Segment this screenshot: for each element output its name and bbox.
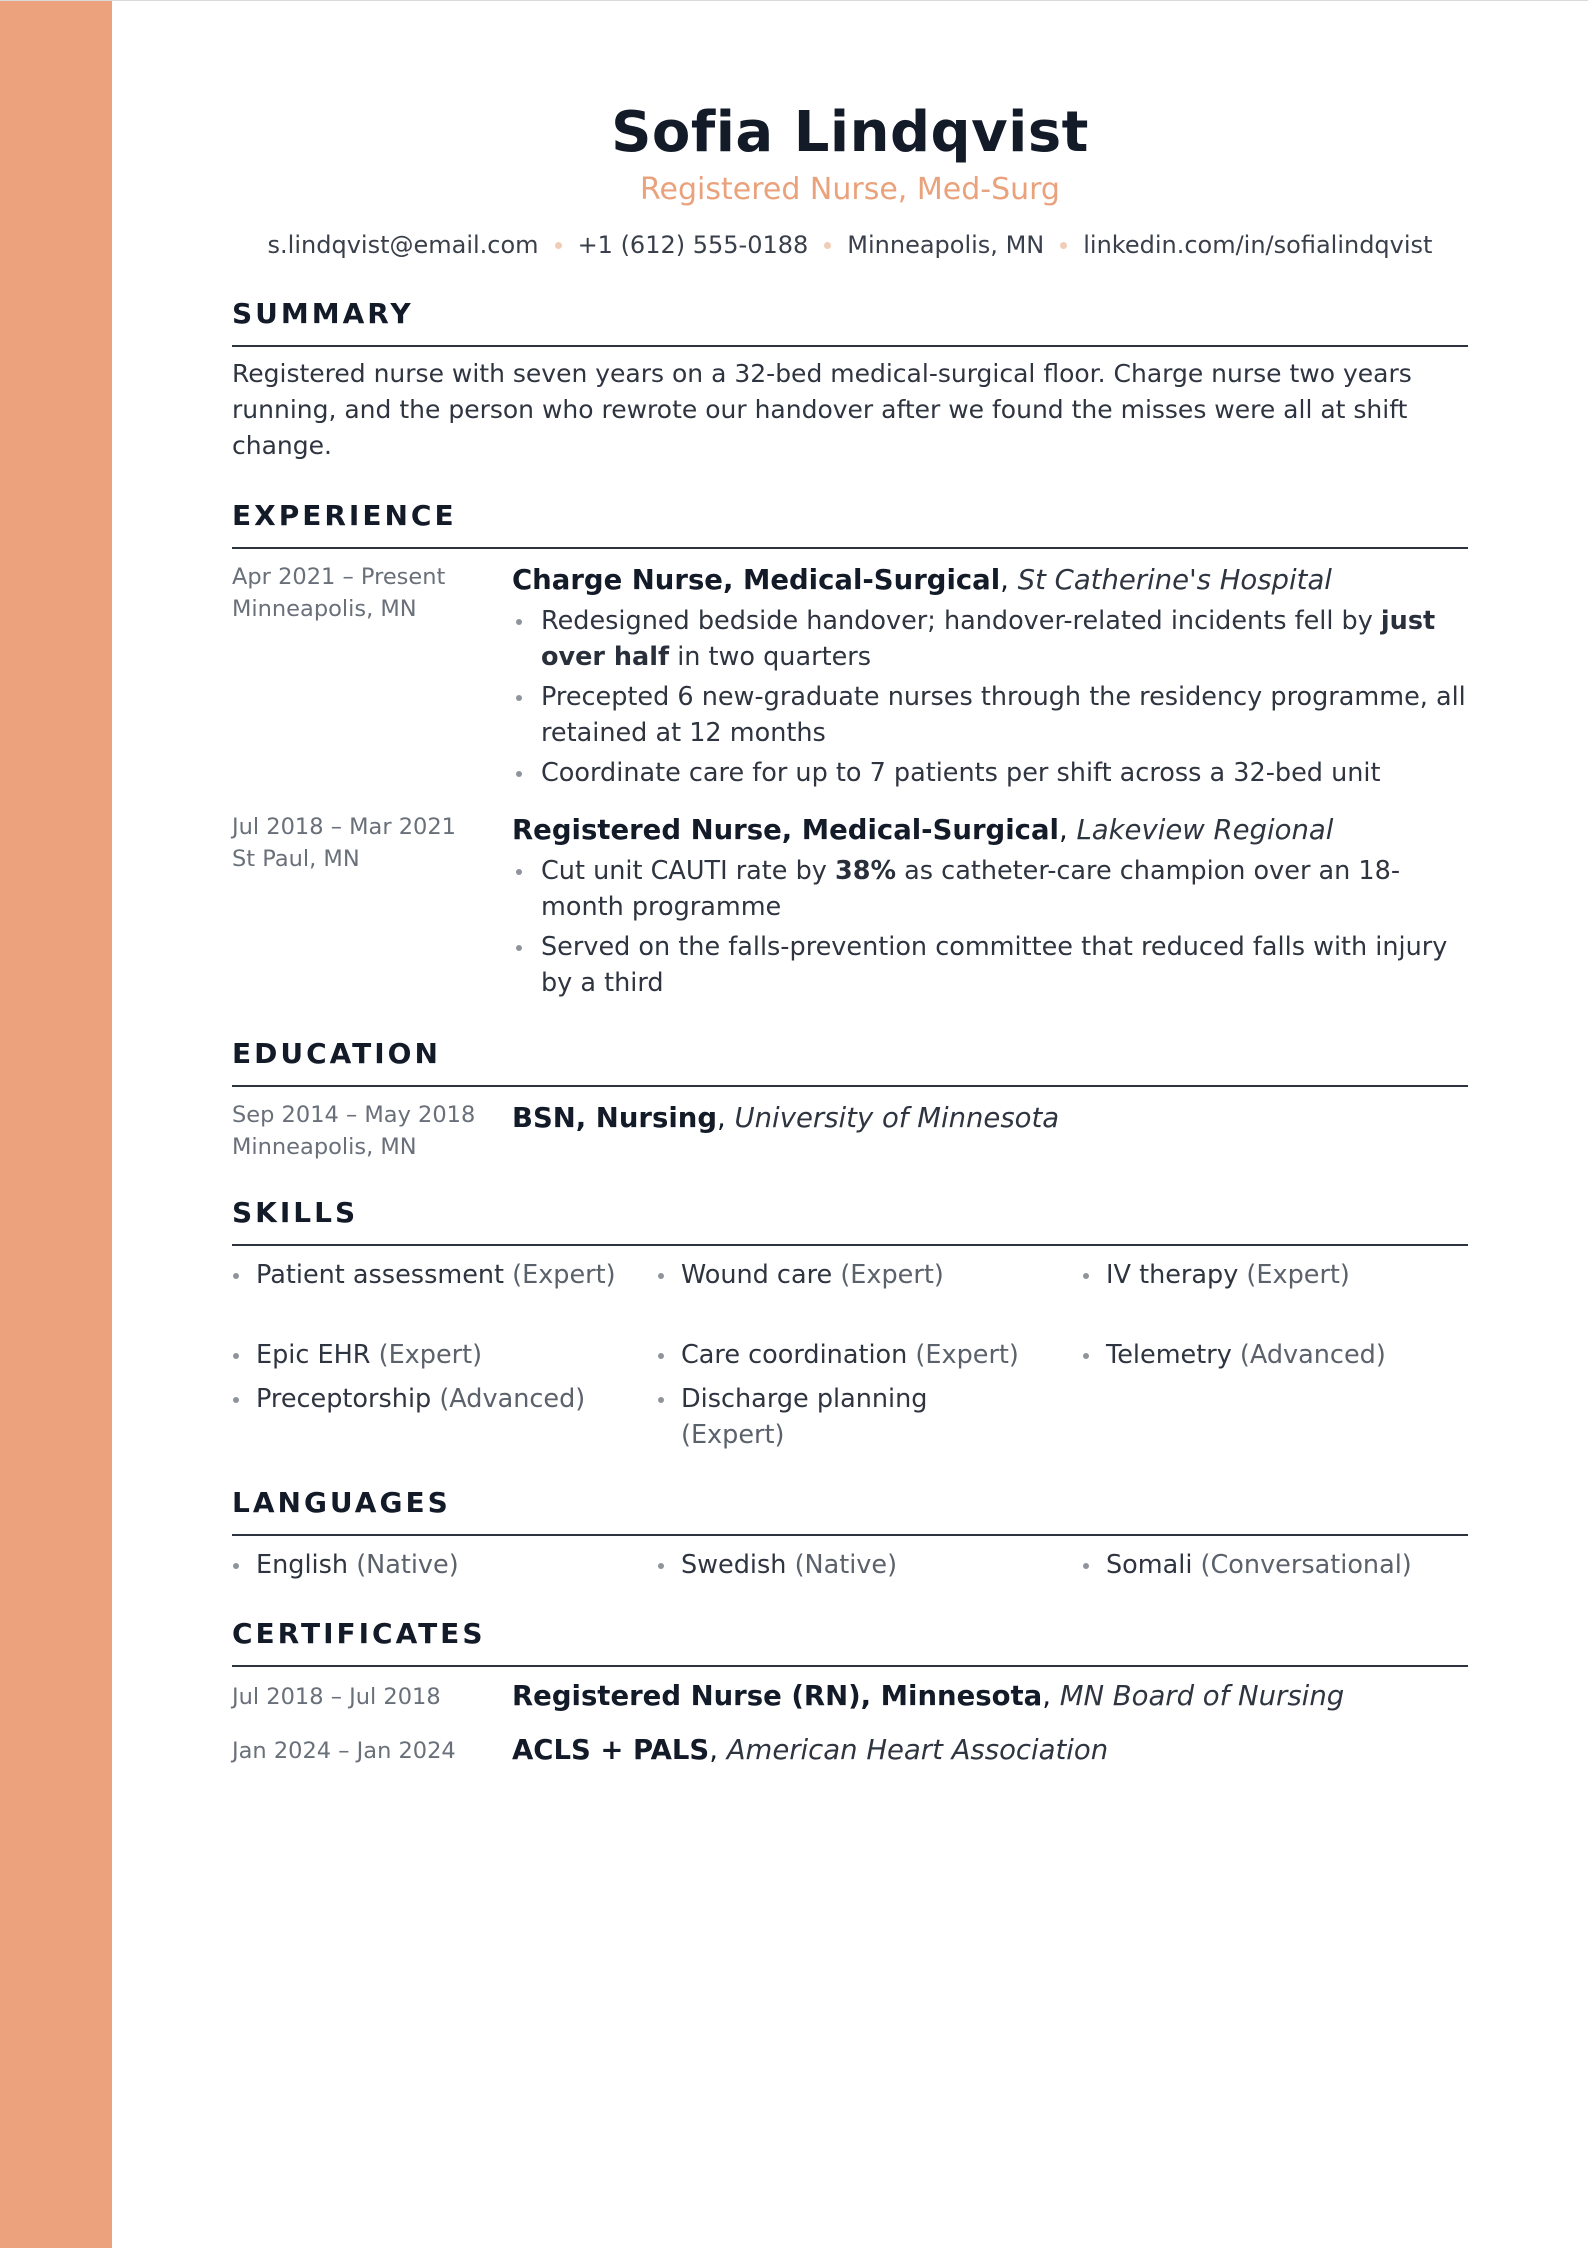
certificate-issuer: MN Board of Nursing <box>1059 1680 1345 1712</box>
contact-line <box>232 228 1468 262</box>
skill-item: Patient assessment (Expert) <box>232 1257 632 1293</box>
accent-sidebar <box>0 1 112 2248</box>
language-item: Swedish (Native) <box>657 1547 1057 1583</box>
entry-role: Registered Nurse, Medical-Surgical <box>512 814 1059 846</box>
language-item: English (Native) <box>232 1547 632 1583</box>
entry-org: St Catherine's Hospital <box>1017 564 1332 596</box>
experience-section-header <box>232 498 1468 549</box>
contact-separator <box>824 242 831 249</box>
section-rule <box>232 1665 1468 1667</box>
section-rule <box>232 345 1468 347</box>
entry-body <box>512 1099 1468 1137</box>
entry-location: Minneapolis, MN <box>232 1134 417 1160</box>
education-section-header <box>232 1036 1468 1087</box>
entry-heading: Registered Nurse, Medical-Surgical, Lakeview Regional <box>512 814 1334 846</box>
certificates-section-header <box>232 1616 1468 1667</box>
certificate-dates: Jan 2024 – Jan 2024 <box>232 1738 456 1764</box>
section-title: EXPERIENCE <box>232 499 457 532</box>
entry-degree: BSN, Nursing <box>512 1102 718 1134</box>
language-item: Somali (Conversational) <box>1082 1547 1482 1583</box>
section-rule <box>232 1244 1468 1246</box>
entry-body <box>512 561 1468 795</box>
contact-email: s.lindqvist@email.com <box>267 231 539 259</box>
skill-item: Care coordination (Expert) <box>657 1337 1057 1373</box>
entry-meta <box>232 811 502 875</box>
certificate-heading: ACLS + PALS, American Heart Association <box>512 1734 1109 1766</box>
certificate-name: Registered Nurse (RN), Minnesota <box>512 1680 1043 1712</box>
contact-separator <box>555 242 562 249</box>
contact-location: Minneapolis, MN <box>847 231 1045 259</box>
entry-location: Minneapolis, MN <box>232 596 417 622</box>
entry-role: Charge Nurse, Medical-Surgical <box>512 564 1001 596</box>
skill-item: Preceptorship (Advanced) <box>232 1381 632 1417</box>
bullet-item: Coordinate care for up to 7 patients per shift across a 32-bed unit <box>512 755 1468 791</box>
entry-org: Lakeview Regional <box>1076 814 1334 846</box>
entry-heading: Charge Nurse, Medical-Surgical, St Catherine's Hospital <box>512 564 1332 596</box>
summary-text: Registered nurse with seven years on a 32-bed medical-surgical floor. Charge nurse two years running, and the person who rewrote our handover after we found the misses were all at shift change. <box>232 359 1412 460</box>
entry-dates: Jul 2018 – Mar 2021 <box>232 814 456 840</box>
bullet-item: Served on the falls-prevention committee that reduced falls with injury by a third <box>512 929 1468 1001</box>
languages-section-header <box>232 1485 1468 1536</box>
skill-item: Telemetry (Advanced) <box>1082 1337 1482 1373</box>
section-title: SUMMARY <box>232 297 414 330</box>
section-title: SKILLS <box>232 1196 359 1229</box>
bullet-item: Cut unit CAUTI rate by 38% as catheter-care champion over an 18-month programme <box>512 853 1468 925</box>
section-rule <box>232 1534 1468 1536</box>
entry-heading: BSN, Nursing, University of Minnesota <box>512 1102 1060 1134</box>
bullet-item: Precepted 6 new-graduate nurses through the residency programme, all retained at 12 months <box>512 679 1468 751</box>
section-rule <box>232 1085 1468 1087</box>
certificate-name: ACLS + PALS <box>512 1734 710 1766</box>
section-title: CERTIFICATES <box>232 1617 486 1650</box>
entry-dates: Sep 2014 – May 2018 <box>232 1102 476 1128</box>
entry-location: St Paul, MN <box>232 846 360 872</box>
candidate-name: Sofia Lindqvist <box>611 100 1089 165</box>
certificate-issuer: American Heart Association <box>726 1734 1109 1766</box>
skill-item: IV therapy (Expert) <box>1082 1257 1482 1293</box>
summary-section-header <box>232 296 1468 347</box>
certificate-heading: Registered Nurse (RN), Minnesota, MN Board of Nursing <box>512 1680 1345 1712</box>
contact-linkedin: linkedin.com/in/sofialindqvist <box>1083 231 1433 259</box>
entry-meta <box>232 1099 502 1163</box>
page-top-rule <box>0 0 1588 1</box>
bullet-item: Redesigned bedside handover; handover-related incidents fell by just over half in two quarters <box>512 603 1468 675</box>
entry-meta <box>232 561 502 625</box>
entry-body <box>512 811 1468 1005</box>
entry-dates: Apr 2021 – Present <box>232 564 446 590</box>
certificate-dates: Jul 2018 – Jul 2018 <box>232 1684 441 1710</box>
contact-phone: +1 (612) 555-0188 <box>577 231 809 259</box>
contact-separator <box>1060 242 1067 249</box>
section-rule <box>232 547 1468 549</box>
skill-item: Discharge planning (Expert) <box>657 1381 957 1453</box>
skill-item: Epic EHR (Expert) <box>232 1337 632 1373</box>
section-title: LANGUAGES <box>232 1486 451 1519</box>
candidate-title: Registered Nurse, Med-Surg <box>640 172 1060 207</box>
entry-bullets <box>512 853 1468 1001</box>
entry-bullets <box>512 603 1468 791</box>
skills-section-header <box>232 1195 1468 1246</box>
entry-school: University of Minnesota <box>734 1102 1060 1134</box>
skill-item: Wound care (Expert) <box>657 1257 1057 1293</box>
section-title: EDUCATION <box>232 1037 441 1070</box>
